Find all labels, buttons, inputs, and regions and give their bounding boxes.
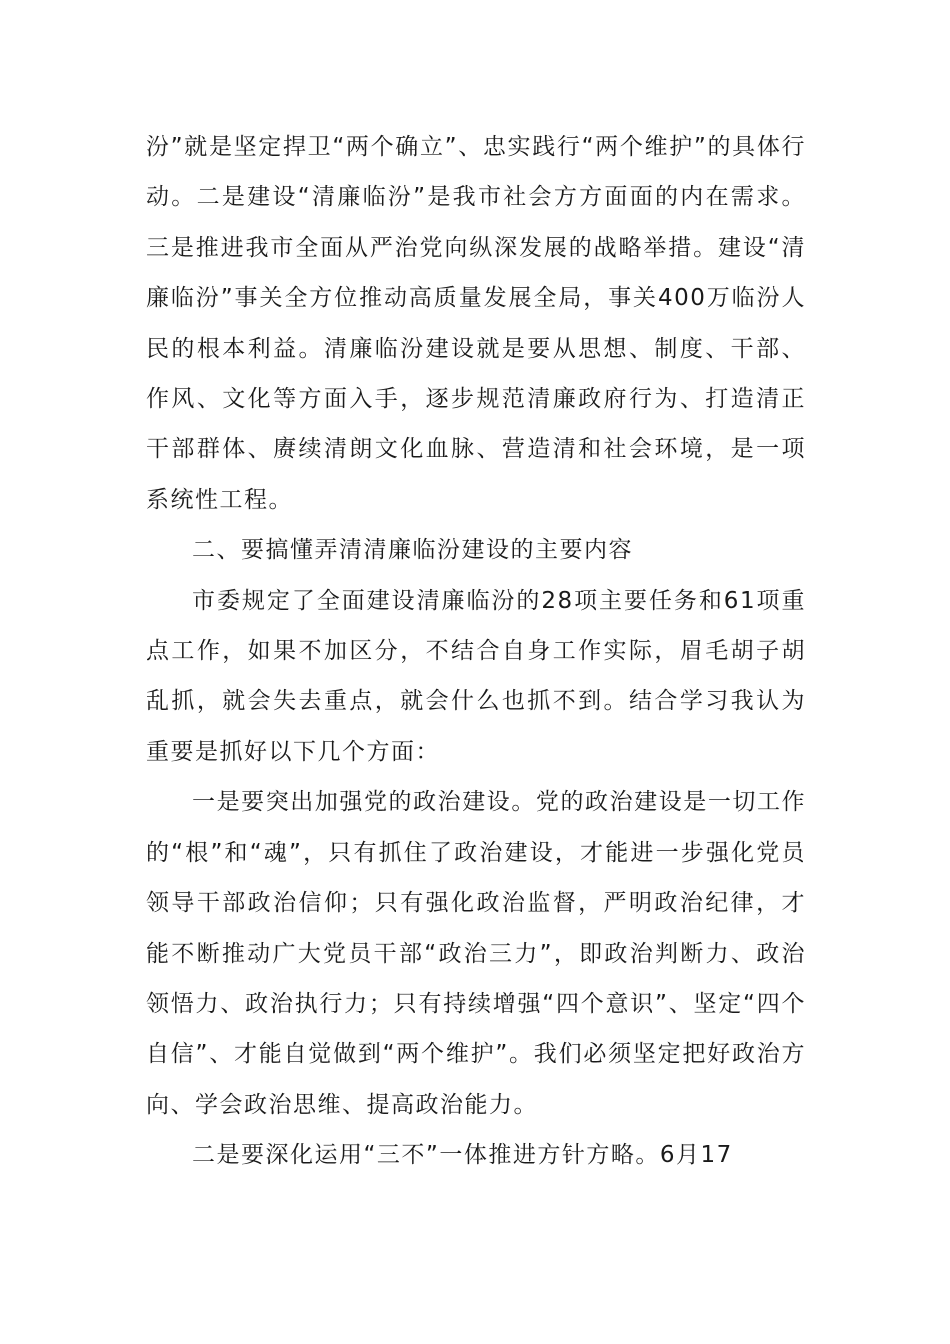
document-body <box>146 122 806 1181</box>
paragraph-tasks: 市委规定了全面建设清廉临汾的28项主要任务和61项重点工作，如果不加区分，不结合自身工作实际，眉毛胡子胡乱抓，就会失去重点，就会什么也抓不到。结合学习我认为重要是抓好以下几个方面： <box>146 587 806 765</box>
paragraph-continuation: 汾”就是坚定捍卫“两个确立”、忠实践行“两个维护”的具体行动。二是建设“清廉临汾”是我市社会方方面面的内在需求。三是推进我市全面从严治党向纵深发展的战略举措。建设“清廉临汾”事关全方位推动高质量发展全局，事关400万临汾人民的根本利益。清廉临汾建设就是要从思想、制度、干部、作风、文化等方面入手，逐步规范清廉政府行为、打造清正干部群体、赓续清朗文化血脉、营造清和社会环境，是一项系统性工程。 <box>146 134 806 513</box>
section-heading: 二、要搞懂弄清清廉临汾建设的主要内容 <box>192 537 633 564</box>
paragraph-three-nots: 二是要深化运用“三不”一体推进方针方略。6月17 <box>192 1142 733 1169</box>
paragraph-political-building: 一是要突出加强党的政治建设。党的政治建设是一切工作的“根”和“魂”，只有抓住了政治建设，才能进一步强化党员领导干部政治信仰；只有强化政治监督，严明政治纪律，才能不断推动广大党员干部“政治三力”，即政治判断力、政治领悟力、政治执行力；只有持续增强“四个意识”、坚定“四个自信”、才能自觉做到“两个维护”。我们必须坚定把好政治方向、学会政治思维、提高政治能力。 <box>146 789 806 1118</box>
